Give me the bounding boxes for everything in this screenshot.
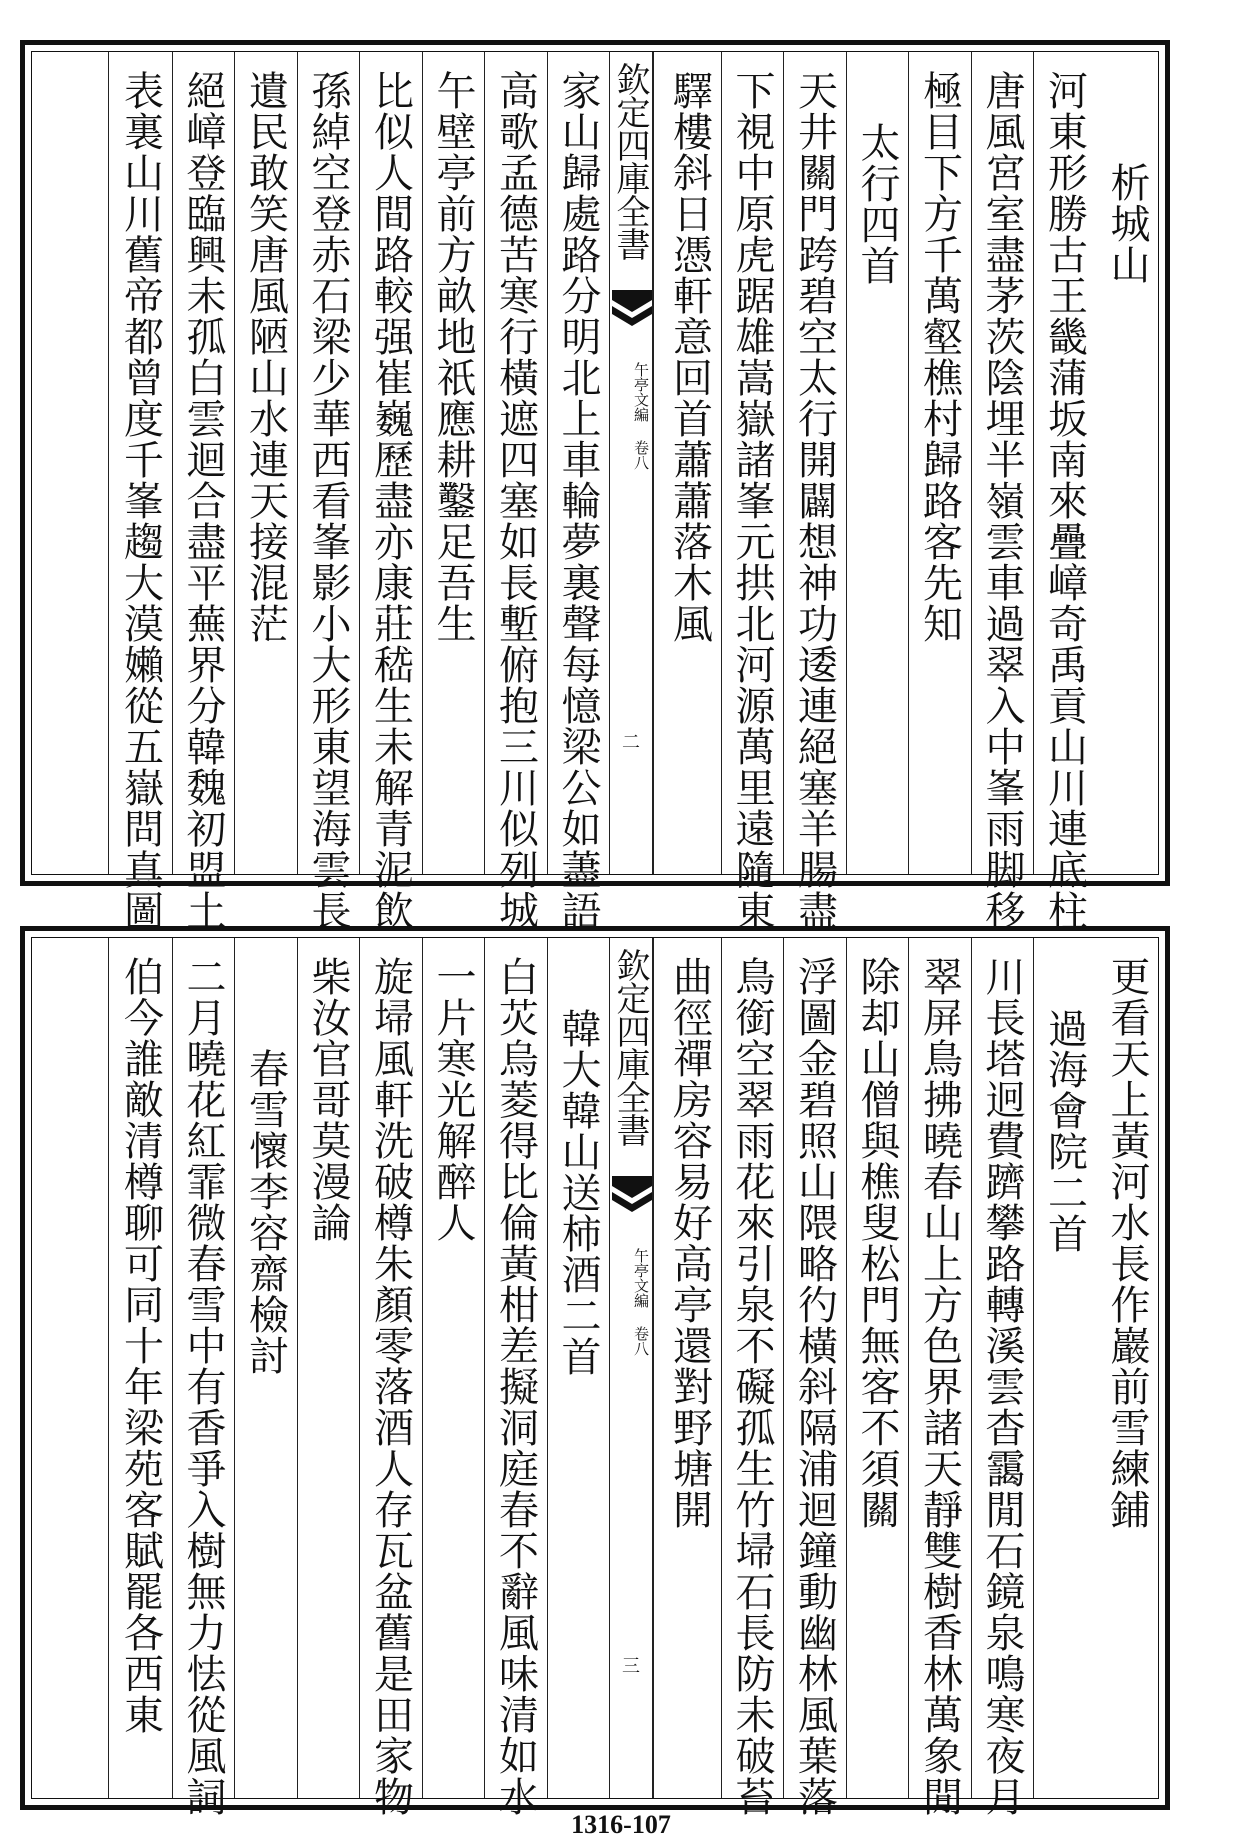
text-column	[846, 52, 909, 874]
text-column	[422, 52, 485, 874]
book-title	[610, 1248, 652, 1388]
text-column	[783, 52, 846, 931]
poem-line: 鳥銜空翠雨花來引泉不礙孤生竹埽石長防未破苔	[729, 956, 775, 1817]
text-column	[172, 938, 235, 1817]
text-column	[653, 52, 721, 874]
book-title	[610, 362, 652, 502]
text-column	[1096, 52, 1159, 874]
collection-header: 欽定四庫全書	[610, 62, 650, 260]
poem-line: 曲徑禪房容易好高亭還對野塘開	[666, 956, 713, 1530]
text-column	[1033, 938, 1096, 1798]
collection-header: 欽定四庫全書	[610, 948, 650, 1146]
poem-line: 柴汝官哥莫漫論	[305, 956, 351, 1243]
poem-line: 唐風宮室盡茅茨陰埋半嶺雲車過翠入中峯雨脚移	[979, 70, 1025, 931]
poem-line: 更看天上黃河水長作巖前雪練鋪	[1104, 956, 1150, 1530]
poem-line: 一片寒光解醉人	[430, 956, 476, 1243]
bottom-page-frame	[31, 937, 1159, 1817]
poem-line: 旋埽風軒洗破樽朱顏零落酒人存瓦盆舊是田家物	[367, 956, 414, 1817]
poem-title: 過海會院二首	[1041, 1008, 1088, 1254]
fish-tail-mark	[612, 1176, 652, 1238]
poem-line: 浮圖金碧照山隈略彴橫斜隔浦迴鐘動幽林風葉落	[791, 956, 838, 1817]
poem-line: 比似人間路較强崔巍歷盡亦康莊嵇生未解青泥飲	[367, 70, 414, 931]
poem-line: 川長塔迥費躋攀路轉溪雲杳靄閒石鏡泉鳴寒夜月	[979, 956, 1025, 1817]
poem-line: 遺民敢笑唐風陋山水連天接混茫	[242, 70, 289, 644]
text-column	[971, 52, 1034, 931]
poem-line: 驛樓斜日憑軒意回首蕭蕭落木風	[666, 70, 713, 644]
poem-title: 析城山	[1104, 162, 1150, 285]
poem-line: 家山歸處路分明北上車輪夢裏聲每憶梁公如藎語	[555, 70, 601, 931]
text-column	[108, 938, 172, 1798]
text-column	[108, 52, 172, 931]
poem-title: 韓大韓山送柿酒二首	[555, 1008, 601, 1377]
poem-line: 除却山僧與樵叟松門無客不須關	[854, 956, 900, 1530]
poem-line: 翠屏鳥拂曉春山上方色界諸天靜雙樹香林萬象閒	[916, 956, 963, 1817]
text-column	[721, 52, 784, 931]
fish-tail-mark	[612, 290, 652, 352]
page-number: 1316-107	[571, 1810, 671, 1839]
folio-number: 二	[622, 732, 640, 753]
text-column	[297, 938, 360, 1798]
poem-line: 午壁亭前方畝地祇應耕鑿足吾生	[430, 70, 476, 644]
text-column	[484, 52, 547, 931]
poem-line: 孫綽空登赤石梁少華西看峯影小大形東望海雲長	[305, 70, 351, 931]
text-column	[234, 52, 297, 874]
poem-line: 表裏山川舊帝都曾度千峯趨大漠嬾從五嶽問真圖	[117, 70, 164, 931]
text-column	[172, 52, 235, 931]
poem-line: 天井關門跨碧空太行開闢想神功逶連絕塞羊腸盡	[791, 70, 838, 931]
poem-title: 春雪懷李容齋檢討	[242, 1048, 289, 1376]
text-column	[971, 938, 1034, 1817]
text-column	[484, 938, 547, 1817]
bottom-page	[20, 926, 1170, 1817]
poem-line: 河東形勝古王畿蒲坂南來疊嶂奇禹貢山川連底柱	[1041, 70, 1088, 931]
volume-text: 卷八	[632, 1326, 650, 1356]
poem-line: 極目下方千萬壑樵村歸路客先知	[916, 70, 963, 644]
text-column	[297, 52, 360, 931]
text-column	[359, 938, 422, 1817]
poem-line: 絕嶂登臨興未孤白雲迴合盡平蕪界分韓魏初盟土	[180, 70, 226, 931]
book-title-text: 午亭文編	[632, 1248, 650, 1308]
top-page-frame	[31, 51, 1159, 931]
text-column	[783, 938, 846, 1817]
poem-line: 高歌孟德苦寒行橫遮四塞如長塹俯抱三川似列城	[492, 70, 539, 931]
text-column	[908, 938, 971, 1817]
center-fold	[609, 52, 653, 874]
text-column	[846, 938, 909, 1798]
text-column	[547, 938, 610, 1798]
text-column	[653, 938, 721, 1798]
text-column	[359, 52, 422, 931]
poem-line: 白苂烏菱得比倫黃柑差擬洞庭春不辭風味清如水	[492, 956, 539, 1817]
text-column	[234, 938, 297, 1798]
text-column	[721, 938, 784, 1817]
volume-text: 卷八	[632, 440, 650, 470]
text-column	[547, 52, 610, 931]
poem-line: 二月曉花紅霏微春雪中有香爭入樹無力怯從風詞	[180, 956, 226, 1817]
text-column	[1033, 52, 1096, 931]
book-title-text: 午亭文編	[632, 362, 650, 422]
text-column	[908, 52, 971, 874]
text-column	[1096, 938, 1159, 1798]
top-page	[20, 40, 1170, 931]
poem-title: 太行四首	[854, 122, 900, 286]
poem-line: 伯今誰敵清樽聊可同十年梁苑客賦罷各西東	[117, 956, 164, 1735]
center-fold	[609, 938, 653, 1798]
text-column	[422, 938, 485, 1798]
folio-number: 三	[622, 1656, 640, 1677]
poem-line: 下視中原虎踞雄嵩嶽諸峯元拱北河源萬里遠隨東	[729, 70, 775, 931]
